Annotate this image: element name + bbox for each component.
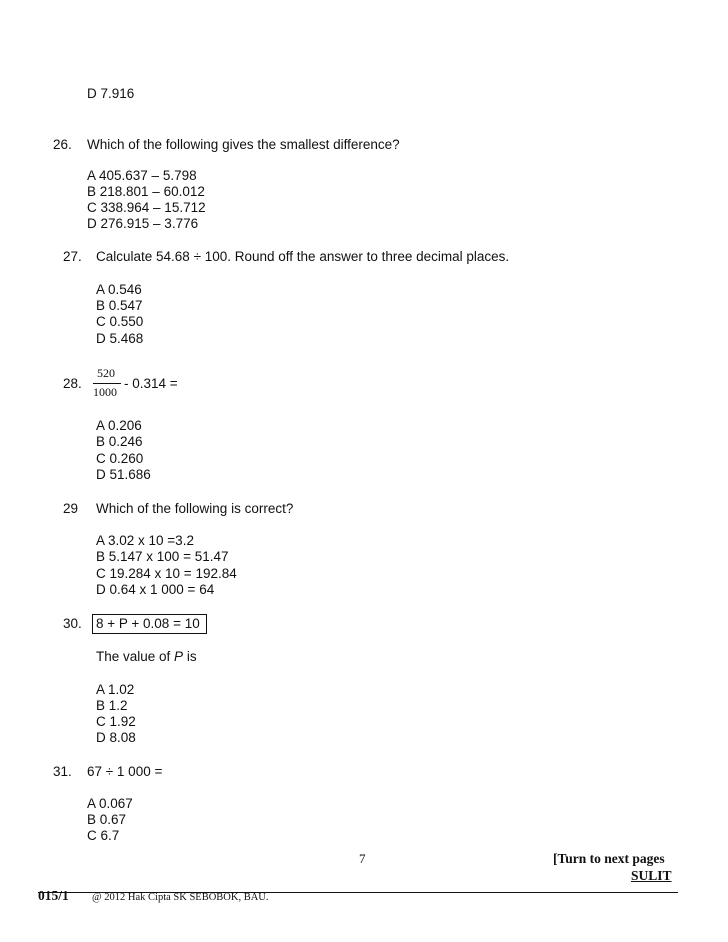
- option-a: A 3.02 x 10 =3.2: [96, 533, 194, 548]
- question-text: Which of the following is correct?: [96, 501, 294, 516]
- prompt-variable: P: [174, 649, 184, 664]
- prompt-suffix: is: [183, 649, 197, 664]
- option-c: C 1.92: [96, 714, 136, 729]
- option-a: A 0.067: [87, 796, 133, 811]
- option-c: C 0.550: [96, 314, 144, 329]
- turn-over-note: [Turn to next pages: [553, 851, 665, 866]
- option-c: C 19.284 x 10 = 192.84: [96, 566, 237, 581]
- fraction: [93, 366, 123, 400]
- question-number: 29: [63, 501, 79, 516]
- question-number: 27.: [63, 249, 82, 264]
- option-c: C 338.964 – 15.712: [87, 200, 206, 215]
- paper-code: 015/1: [38, 888, 69, 903]
- option-b: B 0.547: [96, 298, 143, 313]
- prompt-prefix: The value of: [96, 649, 175, 664]
- question-text: Which of the following gives the smallest difference?: [87, 137, 400, 152]
- option-c: C 6.7: [87, 828, 120, 843]
- option-d: D 0.64 x 1 000 = 64: [96, 582, 215, 597]
- fraction-denominator: 1000: [93, 385, 117, 399]
- option-d: D 8.08: [96, 730, 136, 745]
- question-text: Calculate 54.68 ÷ 100. Round off the answer to three decimal places.: [96, 249, 510, 264]
- option-a: A 0.206: [96, 418, 142, 433]
- question-prompt: [96, 649, 197, 665]
- fraction-bar: [93, 383, 121, 384]
- question-text: 67 ÷ 1 000 =: [87, 764, 163, 779]
- sulit-label: SULIT: [631, 868, 672, 883]
- option-d: D 5.468: [96, 331, 144, 346]
- q25-option-d: D 7.916: [87, 86, 135, 101]
- option-b: B 218.801 – 60.012: [87, 184, 205, 199]
- option-a: A 1.02: [96, 682, 135, 697]
- option-b: B 5.147 x 100 = 51.47: [96, 549, 229, 564]
- option-b: B 0.67: [87, 812, 127, 827]
- option-a: A 0.546: [96, 282, 142, 297]
- question-number: 30.: [63, 616, 82, 631]
- expression-rest: - 0.314 =: [124, 376, 178, 391]
- fraction-numerator: 520: [97, 366, 115, 380]
- option-b: B 1.2: [96, 698, 128, 713]
- option-d: D 276.915 – 3.776: [87, 216, 199, 231]
- page-number: 7: [359, 851, 366, 866]
- question-number: 28.: [63, 376, 82, 391]
- option-d: D 51.686: [96, 467, 151, 482]
- option-a: A 405.637 – 5.798: [87, 168, 197, 183]
- copyright-text: @ 2012 Hak Cipta SK SEBOBOK, BAU.: [92, 892, 269, 903]
- question-number: 26.: [53, 137, 72, 152]
- boxed-equation: 8 + P + 0.08 = 10: [92, 614, 207, 634]
- question-number: 31.: [53, 764, 72, 779]
- option-c: C 0.260: [96, 451, 144, 466]
- option-b: B 0.246: [96, 434, 143, 449]
